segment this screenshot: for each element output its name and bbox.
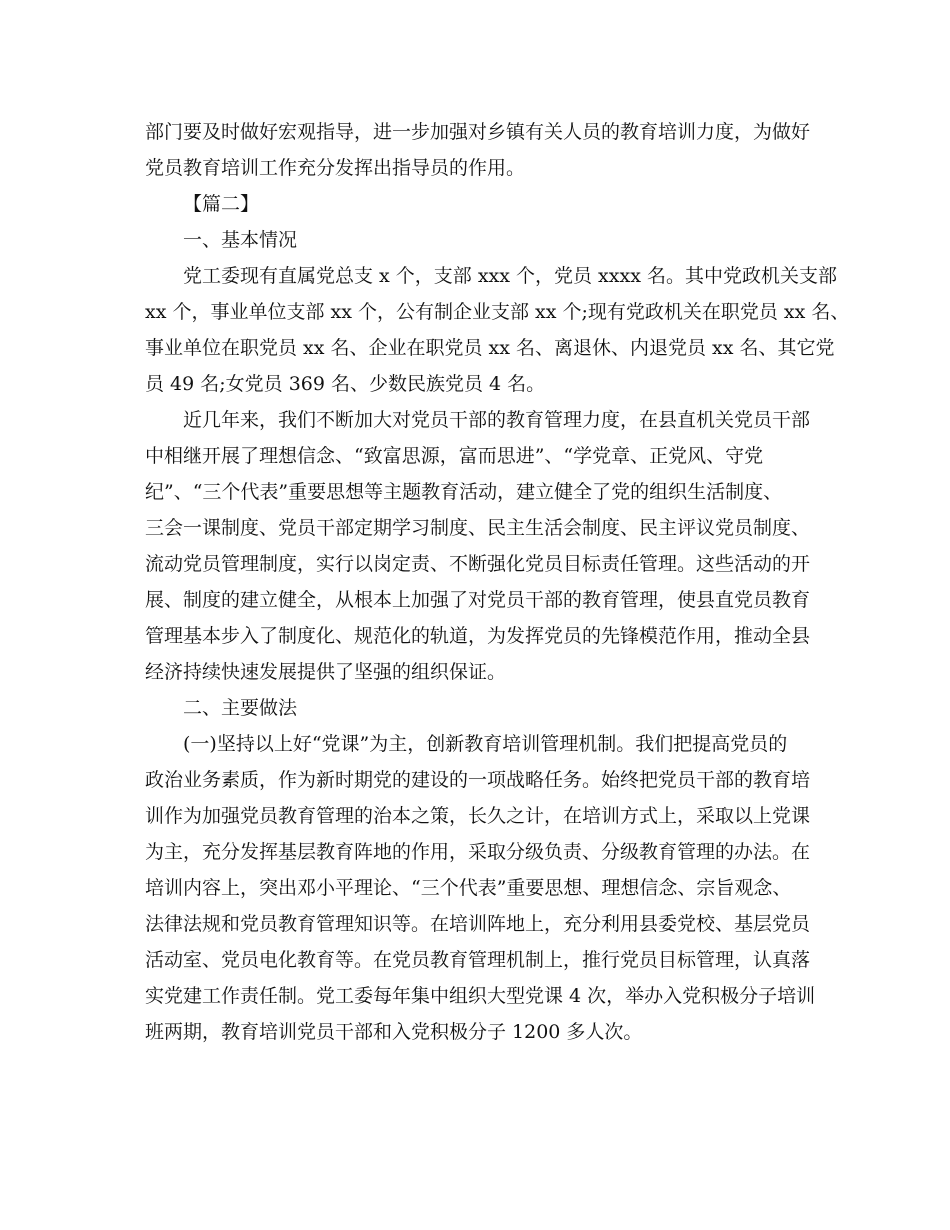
paragraph-line: 班两期，教育培训党员干部和入党积极分子 1200 多人次。 bbox=[145, 1021, 643, 1043]
body-paragraph bbox=[145, 402, 810, 690]
heading-text: 二、主要做法 bbox=[183, 697, 298, 719]
document-body bbox=[145, 114, 850, 1050]
paragraph-line: 近几年来，我们不断加大对党员干部的教育管理力度，在县直机关党员干部 bbox=[183, 409, 811, 431]
paragraph-line: (一)坚持以上好“党课”为主，创新教育培训管理机制。我们把提高党员的 bbox=[183, 733, 788, 755]
paragraph-line: 法律法规和党员教育管理知识等。在培训阵地上，充分利用县委党校、基层党员 bbox=[145, 913, 811, 935]
heading-text: 一、基本情况 bbox=[183, 229, 298, 251]
body-paragraph bbox=[145, 726, 816, 1050]
body-paragraph bbox=[145, 258, 850, 402]
section-heading bbox=[145, 222, 810, 258]
paragraph-line: 党工委现有直属党总支 x 个，支部 xxx 个，党员 xxxx 名。其中党政机关支部 bbox=[183, 265, 837, 287]
paragraph-line: 政治业务素质，作为新时期党的建设的一项战略任务。始终把党员干部的教育培 bbox=[145, 769, 811, 791]
body-paragraph bbox=[145, 114, 810, 186]
paragraph-line: 纪”、“三个代表”重要思想等主题教育活动，建立健全了党的组织生活制度、 bbox=[145, 481, 783, 503]
paragraph-line: 三会一课制度、党员干部定期学习制度、民主生活会制度、民主评议党员制度、 bbox=[145, 517, 811, 539]
paragraph-line: xx 个，事业单位支部 xx 个，公有制企业支部 xx 个;现有党政机关在职党员 xx 名、 bbox=[145, 301, 850, 323]
paragraph-line: 活动室、党员电化教育等。在党员教育管理机制上，推行党员目标管理，认真落 bbox=[145, 949, 811, 971]
paragraph-line: 流动党员管理制度，实行以岗定责、不断强化党员目标责任管理。这些活动的开 bbox=[145, 553, 811, 575]
heading-text: 【篇二】 bbox=[183, 193, 260, 215]
paragraph-line: 中相继开展了理想信念、“致富思源，富而思进”、“学党章、正党风、守党 bbox=[145, 445, 764, 467]
paragraph-line: 员 49 名;女党员 369 名、少数民族党员 4 名。 bbox=[145, 373, 546, 395]
section-heading bbox=[145, 186, 810, 222]
paragraph-line: 培训内容上，突出邓小平理论、“三个代表”重要思想、理想信念、宗旨观念、 bbox=[145, 877, 792, 899]
paragraph-line: 部门要及时做好宏观指导，进一步加强对乡镇有关人员的教育培训力度，为做好 bbox=[145, 121, 811, 143]
paragraph-line: 展、制度的建立健全，从根本上加强了对党员干部的教育管理，使县直党员教育 bbox=[145, 589, 811, 611]
paragraph-line: 事业单位在职党员 xx 名、企业在职党员 xx 名、离退休、内退党员 xx 名、其它党 bbox=[145, 337, 835, 359]
paragraph-line: 经济持续快速发展提供了坚强的组织保证。 bbox=[145, 661, 507, 683]
paragraph-line: 管理基本步入了制度化、规范化的轨道，为发挥党员的先锋模范作用，推动全县 bbox=[145, 625, 811, 647]
paragraph-line: 党员教育培训工作充分发挥出指导员的作用。 bbox=[145, 157, 526, 179]
paragraph-line: 训作为加强党员教育管理的治本之策，长久之计，在培训方式上，采取以上党课 bbox=[145, 805, 811, 827]
section-heading bbox=[145, 690, 810, 726]
paragraph-line: 为主，充分发挥基层教育阵地的作用，采取分级负责、分级教育管理的办法。在 bbox=[145, 841, 811, 863]
paragraph-line: 实党建工作责任制。党工委每年集中组织大型党课 4 次，举办入党积极分子培训 bbox=[145, 985, 816, 1007]
